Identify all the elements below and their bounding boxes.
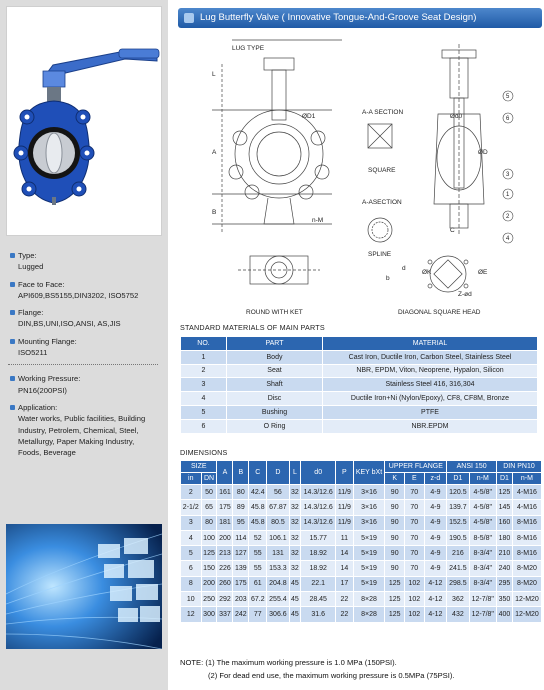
dimension-cell: 4-9 (424, 561, 447, 576)
col-b: B (233, 461, 249, 485)
col-a: A (217, 461, 233, 485)
dimension-cell: 175 (233, 576, 249, 591)
dimension-cell: 45 (289, 592, 301, 607)
dimension-cell: 216 (447, 546, 469, 561)
spec-working-pressure (8, 373, 166, 396)
dimension-cell: 5×19 (353, 546, 385, 561)
dimension-cell: 90 (385, 485, 405, 500)
material-part: Seat (227, 364, 323, 378)
dimension-cell: 28.45 (301, 592, 336, 607)
label-spline: SPLINE (368, 251, 392, 258)
spec-label: Type: (8, 250, 166, 261)
dimension-cell: 31.6 (301, 607, 336, 622)
spec-label: Face to Face: (8, 279, 166, 290)
dimension-cell: 241.5 (447, 561, 469, 576)
dimension-cell: 242 (233, 607, 249, 622)
callout-2: 2 (506, 214, 510, 220)
dimension-cell: 127 (233, 546, 249, 561)
dimension-cell: 200 (201, 576, 217, 591)
spec-list (8, 250, 166, 464)
dimension-cell: 90 (385, 500, 405, 515)
label-lug-type: LUG TYPE (232, 45, 265, 52)
dimension-cell: 4-5/8" (469, 500, 496, 515)
col-ansi-d1: D1 (447, 473, 469, 485)
dimension-row (181, 515, 542, 530)
spec-label: Working Pressure: (8, 373, 166, 384)
dimension-cell: 32 (289, 530, 301, 545)
divider (8, 364, 158, 365)
dimension-cell: 5×19 (353, 576, 385, 591)
material-value: Stainless Steel 416, 316,304 (323, 378, 538, 392)
dimension-cell: 32 (289, 485, 301, 500)
dimension-cell: 2 (181, 485, 202, 500)
callout-3: 3 (506, 172, 510, 178)
dimension-cell: 106.1 (267, 530, 289, 545)
col-din-pn10: DIN PN10 (496, 461, 541, 473)
spec-mounting-flange (8, 336, 166, 359)
material-row (181, 392, 538, 406)
material-row (181, 419, 538, 433)
dimension-cell: 8-M16 (512, 546, 541, 561)
material-value: PTFE (323, 405, 538, 419)
dimension-cell: 80 (233, 485, 249, 500)
spec-value: Water works, Public facilities, Building (18, 414, 146, 424)
dimension-cell: 45.8 (249, 500, 267, 515)
material-no: 4 (181, 392, 227, 406)
dimension-cell: 337 (217, 607, 233, 622)
dimension-cell: 32 (289, 500, 301, 515)
main-content (172, 0, 544, 690)
material-value: Cast Iron, Ductile Iron, Carbon Steel, Stainless Steel (323, 350, 538, 364)
note-1: NOTE: (1) The maximum working pressure is 1.0 MPa (150PSI). (180, 658, 397, 667)
material-part: Bushing (227, 405, 323, 419)
dim-zd: Z-ød (458, 291, 472, 298)
dimension-cell: 240 (496, 561, 512, 576)
dimension-cell: 4-9 (424, 546, 447, 561)
dimension-cell: 102 (404, 576, 424, 591)
dimension-cell: 89 (233, 500, 249, 515)
dimension-cell: 8×28 (353, 607, 385, 622)
material-no: 6 (181, 419, 227, 433)
col-l: L (289, 461, 301, 485)
technical-drawing (172, 34, 544, 320)
dimension-cell: 10 (181, 592, 202, 607)
notes (180, 656, 454, 682)
spec-value: Metallurgy, Paper Making Industry, (18, 436, 135, 446)
dimension-cell: 8 (181, 576, 202, 591)
dim-d0: Ød0 (450, 113, 463, 120)
col-e: E (404, 473, 424, 485)
dim-b: B (212, 209, 217, 216)
dimension-cell: 12-M20 (512, 592, 541, 607)
dimension-cell: 145 (496, 500, 512, 515)
dimension-cell: 5×19 (353, 530, 385, 545)
spec-face-to-face (8, 279, 166, 302)
dimension-cell: 3×16 (353, 485, 385, 500)
dimension-cell: 90 (385, 561, 405, 576)
dimension-cell: 175 (217, 500, 233, 515)
material-no: 3 (181, 378, 227, 392)
dimension-cell: 3 (181, 515, 202, 530)
col-d0: d0 (301, 461, 336, 485)
col-size: SIZE (181, 461, 217, 473)
col-in: in (181, 473, 202, 485)
dimension-cell: 4-12 (424, 576, 447, 591)
dimension-cell: 6 (181, 561, 202, 576)
dimension-cell: 2-1/2 (181, 500, 202, 515)
dimension-cell: 5×19 (353, 561, 385, 576)
col-k: K (385, 473, 405, 485)
col-key: KEY bXt (353, 461, 385, 485)
dimension-cell: 8-M16 (512, 515, 541, 530)
col-no: NO. (181, 337, 227, 351)
dimension-cell: 203 (233, 592, 249, 607)
dimension-cell: 8×28 (353, 592, 385, 607)
dimension-cell: 22 (336, 607, 353, 622)
dimension-cell: 67.2 (249, 592, 267, 607)
spec-label: Flange: (8, 307, 166, 318)
col-upper-flange: UPPER FLANGE (385, 461, 447, 473)
dimension-cell: 292 (217, 592, 233, 607)
dimension-cell: 4-9 (424, 515, 447, 530)
col-zd: z-d (424, 473, 447, 485)
spec-value: Lugged (18, 262, 44, 272)
dimension-cell: 4-9 (424, 500, 447, 515)
col-ansi150: ANSI 150 (447, 461, 497, 473)
dimension-cell: 22.1 (301, 576, 336, 591)
dimension-cell: 3×16 (353, 515, 385, 530)
material-part: Body (227, 350, 323, 364)
dimension-cell: 4-12 (424, 607, 447, 622)
callout-6: 6 (506, 116, 510, 122)
dim-d-small: d (402, 265, 406, 272)
dimension-cell: 70 (404, 500, 424, 515)
dimension-row (181, 576, 542, 591)
dimension-cell: 139 (233, 561, 249, 576)
spec-application (8, 402, 166, 458)
col-dn: DN (201, 473, 217, 485)
dimension-cell: 70 (404, 561, 424, 576)
dimension-cell: 250 (201, 592, 217, 607)
dimension-cell: 11/9 (336, 485, 353, 500)
left-sidebar (0, 0, 168, 690)
material-row (181, 364, 538, 378)
dimensions-heading: DIMENSIONS (180, 448, 228, 457)
dimension-cell: 90 (385, 530, 405, 545)
dimension-cell: 70 (404, 515, 424, 530)
material-value: NBR, EPDM, Viton, Neoprene, Hypalon, Silicon (323, 364, 538, 378)
dimension-cell: 12 (181, 607, 202, 622)
dimension-row (181, 607, 542, 622)
dimension-cell: 4-5/8" (469, 485, 496, 500)
dimension-cell: 55 (249, 546, 267, 561)
col-material: MATERIAL (323, 337, 538, 351)
spec-value: Industry, Petrolem, Chemical, Steel, (18, 425, 139, 435)
dimension-cell: 22 (336, 592, 353, 607)
spec-value: PN16(200PSI) (18, 385, 67, 395)
spec-value: API609,BS5155,DIN3202, ISO5752 (18, 290, 139, 300)
dimension-cell: 114 (233, 530, 249, 545)
dim-c: C (450, 227, 455, 234)
dimensions-table (180, 460, 542, 623)
dimension-cell: 32 (289, 515, 301, 530)
spec-flange (8, 307, 166, 330)
note-2: (2) For dead end use, the maximum working pressure is 0.5MPa (75PSI). (208, 671, 455, 680)
dimension-cell: 102 (404, 607, 424, 622)
col-din-d1: D1 (496, 473, 512, 485)
callout-4: 4 (506, 236, 510, 242)
dim-e: ØE (478, 269, 488, 276)
dimension-cell: 11 (336, 530, 353, 545)
material-row (181, 350, 538, 364)
dimension-row (181, 485, 542, 500)
spec-value: DIN,BS,UNI,ISO,ANSI, AS,JIS (18, 319, 121, 329)
dimension-cell: 17 (336, 576, 353, 591)
dimension-cell: 18.92 (301, 546, 336, 561)
dimension-cell: 152.5 (447, 515, 469, 530)
spec-label: Application: (8, 402, 166, 413)
dimension-cell: 14.3/12.6 (301, 515, 336, 530)
dimension-cell: 18.92 (301, 561, 336, 576)
dimension-cell: 8-M20 (512, 576, 541, 591)
dimension-cell: 8-5/8" (469, 530, 496, 545)
dimension-cell: 61 (249, 576, 267, 591)
dimension-cell: 4-M16 (512, 500, 541, 515)
spec-label: Mounting Flange: (8, 336, 166, 347)
dimension-cell: 306.6 (267, 607, 289, 622)
dimension-cell: 12-7/8" (469, 607, 496, 622)
dimension-cell: 400 (496, 607, 512, 622)
dimension-cell: 65 (201, 500, 217, 515)
material-part: Shaft (227, 378, 323, 392)
dimension-cell: 95 (233, 515, 249, 530)
dimension-cell: 42.4 (249, 485, 267, 500)
dimension-cell: 90 (385, 546, 405, 561)
dimension-cell: 14.3/12.6 (301, 485, 336, 500)
dim-n-m: n-M (312, 217, 324, 224)
dimension-cell: 200 (217, 530, 233, 545)
dimension-cell: 56 (267, 485, 289, 500)
spec-type (8, 250, 166, 273)
dimension-cell: 45 (289, 607, 301, 622)
dimension-row (181, 546, 542, 561)
dimension-cell: 70 (404, 530, 424, 545)
dimension-cell: 14 (336, 561, 353, 576)
dimension-cell: 4-9 (424, 485, 447, 500)
col-din-nm: n-M (512, 473, 541, 485)
dimension-cell: 125 (201, 546, 217, 561)
technology-banner-image (6, 524, 162, 649)
materials-table (180, 336, 538, 434)
callout-5: 5 (506, 94, 510, 100)
dimension-cell: 295 (496, 576, 512, 591)
dimension-cell: 45.8 (249, 515, 267, 530)
dimension-cell: 50 (201, 485, 217, 500)
material-part: O Ring (227, 419, 323, 433)
dimension-cell: 90 (385, 515, 405, 530)
dimension-cell: 362 (447, 592, 469, 607)
dimension-cell: 5 (181, 546, 202, 561)
material-no: 2 (181, 364, 227, 378)
dim-d: ØD (478, 149, 488, 156)
dimension-cell: 432 (447, 607, 469, 622)
dimension-cell: 255.4 (267, 592, 289, 607)
dimension-cell: 15.77 (301, 530, 336, 545)
col-c: C (249, 461, 267, 485)
dimension-cell: 300 (201, 607, 217, 622)
label-square: SQUARE (368, 167, 396, 174)
col-part: PART (227, 337, 323, 351)
dimension-cell: 204.8 (267, 576, 289, 591)
material-value: Ductile Iron+Ni (Nylon/Epoxy), CF8, CF8M, Bronze (323, 392, 538, 406)
material-part: Disc (227, 392, 323, 406)
callout-1: 1 (506, 192, 510, 198)
dimension-cell: 4-5/8" (469, 515, 496, 530)
page-title: Lug Butterfly Valve ( Innovative Tongue-And-Groove Seat Design) (178, 8, 542, 28)
dimension-cell: 55 (249, 561, 267, 576)
materials-heading: STANDARD MATERIALS OF MAIN PARTS (180, 323, 325, 332)
label-diagonal-square-head: DIAGONAL SQUARE HEAD (398, 309, 481, 316)
dimension-cell: 120.5 (447, 485, 469, 500)
dim-l: L (212, 71, 216, 78)
dimension-cell: 298.5 (447, 576, 469, 591)
label-a-asection: A-ASECTION (362, 199, 402, 206)
dimension-cell: 70 (404, 546, 424, 561)
dimension-row (181, 592, 542, 607)
dimension-row (181, 500, 542, 515)
dimension-cell: 131 (267, 546, 289, 561)
dimension-cell: 3×16 (353, 500, 385, 515)
dim-k: ØK (422, 269, 432, 276)
spec-value: ISO5211 (18, 348, 48, 358)
dimension-cell: 213 (217, 546, 233, 561)
label-aa-section: A-A SECTION (362, 109, 404, 116)
dimension-cell: 52 (249, 530, 267, 545)
dimension-cell: 102 (404, 592, 424, 607)
dimension-cell: 4-12 (424, 592, 447, 607)
dimension-cell: 11/9 (336, 500, 353, 515)
dimension-cell: 4-9 (424, 530, 447, 545)
spec-value: Foods, Beverage (18, 448, 76, 458)
dimension-cell: 12-7/8" (469, 592, 496, 607)
dim-b-small: b (386, 275, 390, 282)
dimension-cell: 4 (181, 530, 202, 545)
dimension-cell: 4-M16 (512, 485, 541, 500)
dimension-cell: 11/9 (336, 515, 353, 530)
dimension-cell: 181 (217, 515, 233, 530)
dimension-cell: 14.3/12.6 (301, 500, 336, 515)
dimension-row (181, 530, 542, 545)
dimension-cell: 70 (404, 485, 424, 500)
dimension-cell: 67.87 (267, 500, 289, 515)
label-round-with-ket: ROUND WITH KET (246, 309, 303, 316)
material-no: 5 (181, 405, 227, 419)
dimension-cell: 153.3 (267, 561, 289, 576)
dim-d1: ØD1 (302, 113, 316, 120)
dim-a: A (212, 149, 217, 156)
dimension-cell: 8-M20 (512, 561, 541, 576)
lug-butterfly-valve-image (7, 7, 163, 237)
dimension-cell: 150 (201, 561, 217, 576)
dimension-cell: 260 (217, 576, 233, 591)
material-value: NBR.EPDM (323, 419, 538, 433)
dimension-row (181, 561, 542, 576)
dimension-cell: 139.7 (447, 500, 469, 515)
material-row (181, 405, 538, 419)
dimension-cell: 14 (336, 546, 353, 561)
dimension-cell: 100 (201, 530, 217, 545)
dimension-cell: 80.5 (267, 515, 289, 530)
valve-photo (6, 6, 162, 236)
col-p: P (336, 461, 353, 485)
dimension-cell: 45 (289, 576, 301, 591)
dimension-cell: 160 (496, 515, 512, 530)
dimension-cell: 125 (385, 576, 405, 591)
dimension-cell: 190.5 (447, 530, 469, 545)
dimension-cell: 226 (217, 561, 233, 576)
dimension-cell: 12-M20 (512, 607, 541, 622)
dimension-cell: 80 (201, 515, 217, 530)
material-no: 1 (181, 350, 227, 364)
dimension-cell: 8-3/4" (469, 546, 496, 561)
dimension-cell: 210 (496, 546, 512, 561)
dimension-cell: 350 (496, 592, 512, 607)
dimension-cell: 125 (385, 607, 405, 622)
dimension-cell: 32 (289, 561, 301, 576)
dimension-cell: 125 (496, 485, 512, 500)
dimension-cell: 8-3/4" (469, 576, 496, 591)
dimension-cell: 125 (385, 592, 405, 607)
dimension-cell: 180 (496, 530, 512, 545)
material-row (181, 378, 538, 392)
col-d: D (267, 461, 289, 485)
dimension-cell: 8-M16 (512, 530, 541, 545)
dimension-cell: 77 (249, 607, 267, 622)
dimension-cell: 161 (217, 485, 233, 500)
col-ansi-nm: n-M (469, 473, 496, 485)
dimension-cell: 32 (289, 546, 301, 561)
dimension-cell: 8-3/4" (469, 561, 496, 576)
